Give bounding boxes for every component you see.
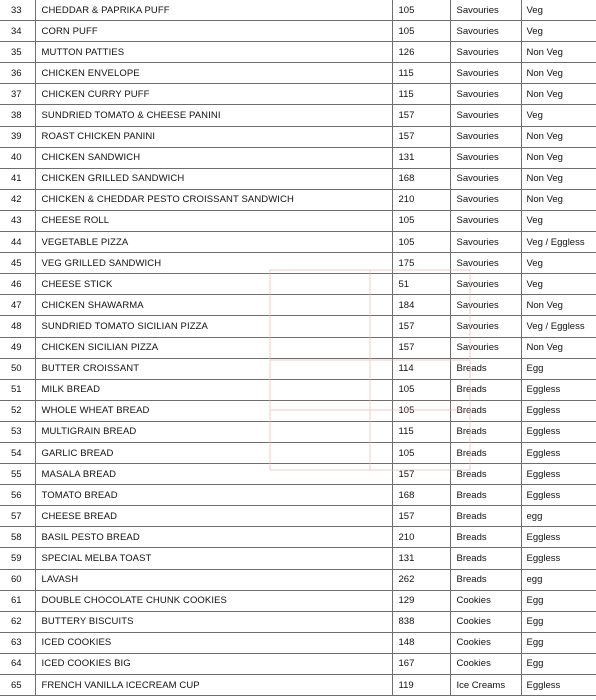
item-type: Eggless <box>521 379 596 400</box>
item-price: 210 <box>392 189 450 210</box>
table-row <box>0 337 596 358</box>
item-category: Breads <box>450 548 521 569</box>
item-name: CHICKEN SANDWICH <box>35 147 392 168</box>
item-name: BUTTER CROISSANT <box>35 358 392 379</box>
table-row <box>0 675 596 696</box>
item-number: 37 <box>0 84 35 105</box>
item-category: Savouries <box>450 189 521 210</box>
item-price: 157 <box>392 337 450 358</box>
item-price: 131 <box>392 548 450 569</box>
item-type: Veg / Eggless <box>521 232 596 253</box>
item-price: 168 <box>392 168 450 189</box>
item-category: Savouries <box>450 147 521 168</box>
item-name: MILK BREAD <box>35 379 392 400</box>
item-type: Eggless <box>521 675 596 696</box>
item-category: Ice Creams <box>450 675 521 696</box>
item-category: Breads <box>450 464 521 485</box>
item-category: Breads <box>450 358 521 379</box>
item-number: 47 <box>0 295 35 316</box>
item-price: 148 <box>392 632 450 653</box>
item-number: 53 <box>0 421 35 442</box>
item-name: VEGETABLE PIZZA <box>35 232 392 253</box>
item-number: 55 <box>0 464 35 485</box>
item-type: Veg <box>521 253 596 274</box>
item-price: 119 <box>392 675 450 696</box>
item-price: 105 <box>392 210 450 231</box>
item-price: 105 <box>392 379 450 400</box>
item-name: MUTTON PATTIES <box>35 42 392 63</box>
item-price: 157 <box>392 464 450 485</box>
item-category: Cookies <box>450 632 521 653</box>
item-category: Savouries <box>450 168 521 189</box>
item-type: egg <box>521 506 596 527</box>
item-number: 45 <box>0 253 35 274</box>
item-type: Non Veg <box>521 42 596 63</box>
item-number: 35 <box>0 42 35 63</box>
item-type: Non Veg <box>521 63 596 84</box>
item-number: 61 <box>0 590 35 611</box>
item-price: 184 <box>392 295 450 316</box>
item-type: Eggless <box>521 464 596 485</box>
item-price: 114 <box>392 358 450 379</box>
item-type: Veg <box>521 105 596 126</box>
item-number: 41 <box>0 168 35 189</box>
item-name: CHICKEN & CHEDDAR PESTO CROISSANT SANDWICH <box>35 189 392 210</box>
table-row <box>0 548 596 569</box>
item-name: DOUBLE CHOCOLATE CHUNK COOKIES <box>35 590 392 611</box>
item-type: Veg <box>521 0 596 21</box>
item-name: CHEESE BREAD <box>35 506 392 527</box>
table-row <box>0 442 596 463</box>
table-row <box>0 632 596 653</box>
item-name: CHICKEN GRILLED SANDWICH <box>35 168 392 189</box>
item-name: WHOLE WHEAT BREAD <box>35 400 392 421</box>
item-type: Egg <box>521 611 596 632</box>
table-row <box>0 379 596 400</box>
table-row <box>0 400 596 421</box>
item-number: 58 <box>0 527 35 548</box>
item-price: 157 <box>392 316 450 337</box>
item-price: 157 <box>392 506 450 527</box>
table-row <box>0 316 596 337</box>
item-price: 157 <box>392 105 450 126</box>
item-type: Eggless <box>521 485 596 506</box>
item-name: CORN PUFF <box>35 21 392 42</box>
item-name: FRENCH VANILLA ICECREAM CUP <box>35 675 392 696</box>
item-number: 42 <box>0 189 35 210</box>
item-number: 56 <box>0 485 35 506</box>
item-type: Veg / Eggless <box>521 316 596 337</box>
table-row <box>0 210 596 231</box>
item-type: Non Veg <box>521 84 596 105</box>
item-category: Breads <box>450 506 521 527</box>
item-name: VEG GRILLED SANDWICH <box>35 253 392 274</box>
item-category: Savouries <box>450 21 521 42</box>
item-name: MASALA BREAD <box>35 464 392 485</box>
table-row <box>0 21 596 42</box>
item-name: SPECIAL MELBA TOAST <box>35 548 392 569</box>
item-price: 126 <box>392 42 450 63</box>
item-name: CHICKEN ENVELOPE <box>35 63 392 84</box>
item-number: 46 <box>0 274 35 295</box>
item-name: SUNDRIED TOMATO SICILIAN PIZZA <box>35 316 392 337</box>
item-name: CHICKEN CURRY PUFF <box>35 84 392 105</box>
item-category: Cookies <box>450 611 521 632</box>
item-category: Savouries <box>450 253 521 274</box>
item-category: Savouries <box>450 232 521 253</box>
item-number: 52 <box>0 400 35 421</box>
table-row <box>0 506 596 527</box>
table-row <box>0 485 596 506</box>
item-name: GARLIC BREAD <box>35 442 392 463</box>
item-price: 838 <box>392 611 450 632</box>
item-type: Veg <box>521 210 596 231</box>
item-type: Eggless <box>521 548 596 569</box>
item-category: Breads <box>450 442 521 463</box>
item-category: Breads <box>450 421 521 442</box>
table-row <box>0 421 596 442</box>
item-price: 168 <box>392 485 450 506</box>
table-row <box>0 105 596 126</box>
item-price: 105 <box>392 442 450 463</box>
item-category: Savouries <box>450 316 521 337</box>
item-name: CHEDDAR & PAPRIKA PUFF <box>35 0 392 21</box>
item-price: 51 <box>392 274 450 295</box>
item-type: Eggless <box>521 400 596 421</box>
item-number: 50 <box>0 358 35 379</box>
item-category: Savouries <box>450 295 521 316</box>
item-name: CHICKEN SHAWARMA <box>35 295 392 316</box>
item-category: Savouries <box>450 84 521 105</box>
item-price: 105 <box>392 0 450 21</box>
item-name: ROAST CHICKEN PANINI <box>35 126 392 147</box>
item-price: 105 <box>392 21 450 42</box>
item-number: 59 <box>0 548 35 569</box>
item-category: Breads <box>450 400 521 421</box>
item-type: Eggless <box>521 527 596 548</box>
item-type: Egg <box>521 358 596 379</box>
item-price: 157 <box>392 126 450 147</box>
table-row <box>0 0 596 21</box>
item-number: 40 <box>0 147 35 168</box>
item-number: 48 <box>0 316 35 337</box>
item-category: Breads <box>450 527 521 548</box>
item-number: 51 <box>0 379 35 400</box>
item-price: 210 <box>392 527 450 548</box>
item-price: 262 <box>392 569 450 590</box>
table-row <box>0 253 596 274</box>
table-row <box>0 590 596 611</box>
item-type: Non Veg <box>521 168 596 189</box>
item-name: TOMATO BREAD <box>35 485 392 506</box>
item-type: Non Veg <box>521 337 596 358</box>
table-row <box>0 464 596 485</box>
item-price: 115 <box>392 63 450 84</box>
item-number: 65 <box>0 675 35 696</box>
table-row <box>0 232 596 253</box>
table-row <box>0 63 596 84</box>
item-name: CHEESE ROLL <box>35 210 392 231</box>
item-number: 62 <box>0 611 35 632</box>
item-number: 57 <box>0 506 35 527</box>
item-price: 129 <box>392 590 450 611</box>
item-type: Eggless <box>521 421 596 442</box>
table-row <box>0 42 596 63</box>
item-number: 60 <box>0 569 35 590</box>
item-name: SUNDRIED TOMATO & CHEESE PANINI <box>35 105 392 126</box>
item-category: Savouries <box>450 337 521 358</box>
table-row <box>0 189 596 210</box>
table-row <box>0 653 596 674</box>
item-type: Non Veg <box>521 189 596 210</box>
item-number: 54 <box>0 442 35 463</box>
item-name: LAVASH <box>35 569 392 590</box>
item-category: Savouries <box>450 63 521 84</box>
item-name: ICED COOKIES BIG <box>35 653 392 674</box>
table-row <box>0 295 596 316</box>
item-category: Breads <box>450 379 521 400</box>
table-row <box>0 358 596 379</box>
item-number: 44 <box>0 232 35 253</box>
item-category: Cookies <box>450 590 521 611</box>
item-number: 49 <box>0 337 35 358</box>
item-name: MULTIGRAIN BREAD <box>35 421 392 442</box>
item-type: Veg <box>521 21 596 42</box>
item-number: 33 <box>0 0 35 21</box>
item-name: CHICKEN SICILIAN PIZZA <box>35 337 392 358</box>
item-name: ICED COOKIES <box>35 632 392 653</box>
item-number: 43 <box>0 210 35 231</box>
item-category: Cookies <box>450 653 521 674</box>
item-price: 105 <box>392 400 450 421</box>
item-type: Non Veg <box>521 126 596 147</box>
item-number: 36 <box>0 63 35 84</box>
item-type: Egg <box>521 590 596 611</box>
item-price: 105 <box>392 232 450 253</box>
item-name: BASIL PESTO BREAD <box>35 527 392 548</box>
item-category: Breads <box>450 569 521 590</box>
item-number: 39 <box>0 126 35 147</box>
table-row <box>0 126 596 147</box>
item-category: Savouries <box>450 274 521 295</box>
table-row <box>0 274 596 295</box>
item-category: Savouries <box>450 105 521 126</box>
item-type: Egg <box>521 632 596 653</box>
table-row <box>0 527 596 548</box>
item-price: 115 <box>392 421 450 442</box>
item-category: Breads <box>450 485 521 506</box>
item-category: Savouries <box>450 210 521 231</box>
item-type: Non Veg <box>521 295 596 316</box>
item-name: CHEESE STICK <box>35 274 392 295</box>
item-type: Veg <box>521 274 596 295</box>
table-row <box>0 569 596 590</box>
item-number: 38 <box>0 105 35 126</box>
item-name: BUTTERY BISCUITS <box>35 611 392 632</box>
item-number: 64 <box>0 653 35 674</box>
item-category: Savouries <box>450 0 521 21</box>
item-category: Savouries <box>450 42 521 63</box>
item-number: 34 <box>0 21 35 42</box>
item-type: egg <box>521 569 596 590</box>
item-price: 167 <box>392 653 450 674</box>
item-price: 175 <box>392 253 450 274</box>
item-price: 115 <box>392 84 450 105</box>
item-category: Savouries <box>450 126 521 147</box>
item-price: 131 <box>392 147 450 168</box>
item-type: Non Veg <box>521 147 596 168</box>
item-type: Egg <box>521 653 596 674</box>
table-row <box>0 611 596 632</box>
table-row <box>0 168 596 189</box>
table-row <box>0 84 596 105</box>
item-type: Eggless <box>521 442 596 463</box>
table-row <box>0 147 596 168</box>
item-number: 63 <box>0 632 35 653</box>
